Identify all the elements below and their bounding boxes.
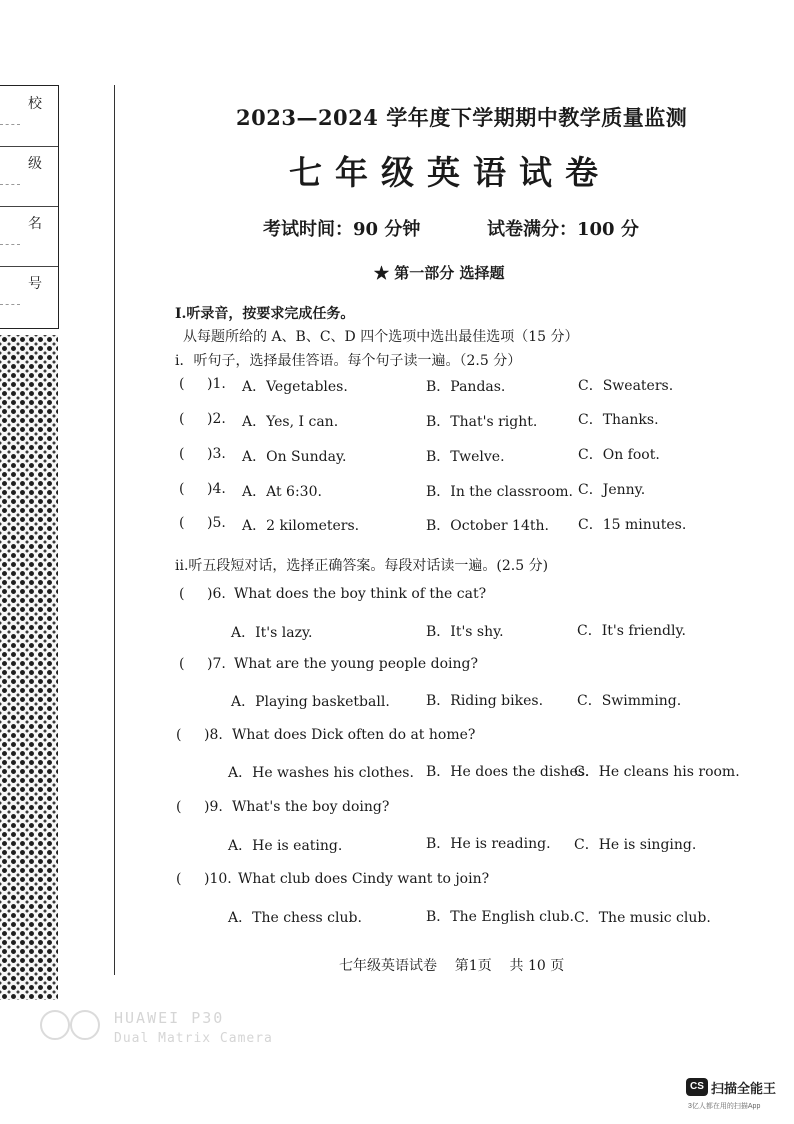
camera-lens-icon xyxy=(70,1010,100,1040)
option-a: A．It's lazy. xyxy=(231,625,313,641)
part-i-heading: i．听句子，选择最佳答语。每个句子读一遍。（2.5 分） xyxy=(175,353,522,369)
answer-blank[interactable]: ( xyxy=(179,656,185,672)
binding-cell-class xyxy=(0,146,58,207)
binding-label-name: 名 xyxy=(28,216,42,232)
binding-blank xyxy=(0,244,20,245)
option-b: B．That's right. xyxy=(426,414,538,430)
full-score: 试卷满分：100 分 xyxy=(487,219,639,240)
binding-label-number: 号 xyxy=(28,276,42,292)
camera-watermark xyxy=(40,1005,320,1053)
exam-time: 考试时间：90 分钟 xyxy=(263,219,421,240)
question-text: What are the young people doing? xyxy=(234,656,478,672)
scanner-tagline: 3亿人都在用的扫描App xyxy=(688,1103,761,1110)
camera-lens-icon xyxy=(40,1010,70,1040)
question-text: What does Dick often do at home? xyxy=(232,727,476,743)
binding-cell-number xyxy=(0,266,58,326)
binding-info-table xyxy=(0,85,59,329)
option-c: C．Sweaters. xyxy=(578,378,674,394)
binding-label-school: 校 xyxy=(28,96,42,112)
answer-blank[interactable]: ( xyxy=(179,481,185,497)
question-text: What club does Cindy want to join? xyxy=(238,871,490,887)
option-b: B．He does the dishes. xyxy=(426,764,590,780)
option-c: C．It's friendly. xyxy=(577,623,686,639)
section-heading: I.听录音，按要求完成任务。 xyxy=(175,306,355,322)
decorative-pattern-strip xyxy=(0,335,58,1000)
page-footer: 七年级英语试卷 第1页 共 10 页 xyxy=(339,958,565,974)
option-a: A．He is eating. xyxy=(228,838,343,854)
option-a: A．At 6:30. xyxy=(242,484,322,500)
answer-blank[interactable]: ( xyxy=(179,376,185,392)
option-b: B．In the classroom. xyxy=(426,484,573,500)
answer-blank[interactable]: ( xyxy=(179,446,185,462)
option-a: A．He washes his clothes. xyxy=(228,765,414,781)
part-one-title: ★ 第一部分 选择题 xyxy=(374,264,505,282)
option-c: C．He cleans his room. xyxy=(574,764,740,780)
binding-cell-school xyxy=(0,86,58,147)
binding-cell-name xyxy=(0,206,58,267)
option-c: C．Jenny. xyxy=(578,482,646,498)
option-c: C．On foot. xyxy=(578,447,660,463)
scanner-logo-icon: CS xyxy=(686,1078,708,1096)
exam-main-title: 七年级英语试卷 xyxy=(289,153,611,192)
option-b: B．Twelve. xyxy=(426,449,505,465)
option-c: C．The music club. xyxy=(574,910,711,926)
option-b: B．It's shy. xyxy=(426,624,504,640)
binding-blank xyxy=(0,124,20,125)
section-instruction: 从每题所给的 A、B、C、D 四个选项中选出最佳选项（15 分） xyxy=(183,329,579,345)
option-b: B．The English club. xyxy=(426,909,574,925)
question-text: What's the boy doing? xyxy=(232,799,390,815)
answer-blank[interactable]: ( xyxy=(176,799,182,815)
option-a: A．The chess club. xyxy=(228,910,362,926)
question-number: )2. xyxy=(207,411,226,427)
question-number: )1. xyxy=(207,376,226,392)
option-a: A．On Sunday. xyxy=(242,449,347,465)
option-c: C．Thanks. xyxy=(578,412,659,428)
option-a: A．Yes, I can. xyxy=(242,414,339,430)
option-b: B．He is reading. xyxy=(426,836,551,852)
exam-title-line: 2023—2024 学年度下学期期中教学质量监测 xyxy=(236,105,688,130)
question-number: )4. xyxy=(207,481,226,497)
question-number: )10. xyxy=(204,871,232,887)
answer-blank[interactable]: ( xyxy=(179,411,185,427)
option-c: C．15 minutes. xyxy=(578,517,687,533)
question-number: )3. xyxy=(207,446,226,462)
binding-margin-line xyxy=(114,85,115,975)
answer-blank[interactable]: ( xyxy=(176,727,182,743)
watermark-camera: Dual Matrix Camera xyxy=(114,1031,273,1046)
answer-blank[interactable]: ( xyxy=(176,871,182,887)
question-number: )7. xyxy=(207,656,226,672)
part-ii-heading: ii.听五段短对话，选择正确答案。每段对话读一遍。(2.5 分) xyxy=(175,558,549,574)
option-a: A．Playing basketball. xyxy=(231,694,390,710)
answer-blank[interactable]: ( xyxy=(179,515,185,531)
question-number: )9. xyxy=(204,799,223,815)
option-b: B．October 14th. xyxy=(426,518,549,534)
binding-blank xyxy=(0,304,20,305)
binding-blank xyxy=(0,184,20,185)
watermark-brand: HUAWEI P30 xyxy=(114,1009,225,1027)
answer-blank[interactable]: ( xyxy=(179,586,185,602)
option-b: B．Riding bikes. xyxy=(426,693,544,709)
option-a: A．2 kilometers. xyxy=(242,518,360,534)
question-number: )8. xyxy=(204,727,223,743)
question-text: What does the boy think of the cat? xyxy=(234,586,487,602)
option-a: A．Vegetables. xyxy=(242,379,348,395)
scanner-app-name: 扫描全能王 xyxy=(711,1081,777,1096)
question-number: )6. xyxy=(207,586,226,602)
binding-label-class: 级 xyxy=(28,156,42,172)
question-number: )5. xyxy=(207,515,226,531)
option-b: B．Pandas. xyxy=(426,379,506,395)
option-c: C．He is singing. xyxy=(574,837,697,853)
option-c: C．Swimming. xyxy=(577,693,682,709)
